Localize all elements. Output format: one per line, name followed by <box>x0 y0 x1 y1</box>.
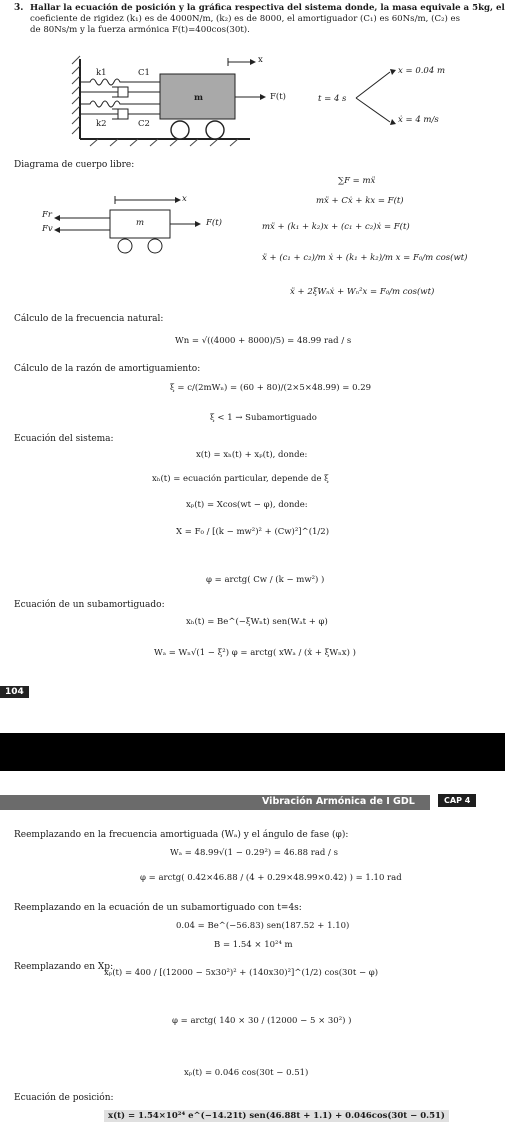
page-gap <box>0 733 505 771</box>
problem-text-line3: de 80Ns/m y la fuerza armónica F(t)=400cos(30t). <box>30 25 250 35</box>
label-time: t = 4 s <box>318 94 347 104</box>
fbd-heading: Diagrama de cuerpo libre: <box>14 160 135 170</box>
label-k2: k2 <box>96 119 107 129</box>
part2-heading3: Reemplazando en Xp: <box>14 962 114 972</box>
fbd-eq1: ∑F = mẍ <box>338 176 376 186</box>
system-eq1: x(t) = xₕ(t) + xₚ(t), donde: <box>196 450 308 460</box>
natural-frequency-eq: Wn = √((4000 + 8000)/5) = 48.99 rad / s <box>175 336 352 346</box>
damping-heading: Cálculo de la razón de amortiguamiento: <box>14 364 201 374</box>
damping-eq: ξ = c/(2mWₙ) = (60 + 80)/(2×5×48.99) = 0.29 <box>170 383 372 393</box>
system-eq-heading: Ecuación del sistema: <box>14 434 114 444</box>
part2-eq3: 0.04 = Be^(−56.83) sen(187.52 + 1.10) <box>176 921 350 931</box>
part2-eq6: φ = arctg( 140 × 30 / (12000 − 5 × 30²) ) <box>172 1016 352 1026</box>
part2-eq1: Wₐ = 48.99√(1 − 0.29²) = 46.88 rad / s <box>170 848 338 858</box>
part2-eq7: xₚ(t) = 0.046 cos(30t − 0.51) <box>184 1068 309 1078</box>
fbd-x: x <box>182 194 187 204</box>
system-eq3: xₚ(t) = Xcos(wt − φ), donde: <box>186 500 308 510</box>
part2-heading1: Reemplazando en la frecuencia amortiguada (Wₐ) y el ángulo de fase (φ): <box>14 830 349 840</box>
fbd-mass: m <box>136 218 145 228</box>
part2-eq5: xₚ(t) = 400 / [(12000 − 5x30²)² + (140x30)²]^(1/2) cos(30t − φ) <box>104 968 379 978</box>
chapter-cap: CAP 4 <box>438 794 476 807</box>
problem-text-line1: Hallar la ecuación de posición y la gráfica respectiva del sistema donde, la masa equivale a 5kg, el <box>30 3 505 13</box>
initial-condition-position: x = 0.04 m <box>398 66 446 76</box>
part2-eq4: B = 1.54 × 10²⁴ m <box>214 940 293 950</box>
fbd-eq2: mẍ + Cẋ + kx = F(t) <box>316 196 404 206</box>
part2-eq2: φ = arctg( 0.42×46.88 / (4 + 0.29×48.99×0.42) ) = 1.10 rad <box>140 873 402 883</box>
problem-number: 3. <box>14 3 24 13</box>
fbd-eq5: ẍ + 2ξWₙẋ + Wₙ²x = F₀/m cos(wt) <box>290 287 435 297</box>
part2-heading2: Reemplazando en la ecuación de un subamortiguado con t=4s: <box>14 903 302 913</box>
label-mass: m <box>194 93 203 103</box>
label-k1: k1 <box>96 68 107 78</box>
problem-text-line2: coeficiente de rigidez (k₁) es de 4000N/m, (k₂) es de 8000, el amortiguador (C₁) es 60Ns/m, (C₂) es <box>30 14 461 24</box>
label-c1: C1 <box>138 68 150 78</box>
fbd-eq4: ẍ + (c₁ + c₂)/m ẋ + (k₁ + k₂)/m x = F₀/m cos(wt) <box>262 253 468 263</box>
damping-result: ξ < 1 → Subamortiguado <box>210 413 317 423</box>
underdamped-eq2: Wₐ = Wₙ√(1 − ξ²) φ = arctg( xWₐ / (ẋ + ξWₙx) ) <box>154 648 356 658</box>
fbd-fr: Fr <box>42 210 52 220</box>
position-equation: x(t) = 1.54×10²⁴ e^(−14.21t) sen(46.88t + 1.1) + 0.046cos(30t − 0.51) <box>104 1110 449 1122</box>
fbd-eq3: mẍ + (k₁ + k₂)x + (c₁ + c₂)ẋ = F(t) <box>262 222 410 232</box>
underdamped-heading: Ecuación de un subamortiguado: <box>14 600 165 610</box>
system-eq2: xₕ(t) = ecuación particular, depende de ξ <box>152 474 329 484</box>
fbd-force: F(t) <box>206 218 222 228</box>
chapter-title: Vibración Armónica de I GDL <box>262 796 415 807</box>
underdamped-eq1: xₕ(t) = Be^(−ξWₙt) sen(Wₐt + φ) <box>186 617 328 627</box>
label-force: F(t) <box>270 92 286 102</box>
label-x: x <box>258 55 263 65</box>
system-eq4: X = F₀ / [(k − mw²)² + (Cw)²]^(1/2) <box>176 527 330 537</box>
label-c2: C2 <box>138 119 150 129</box>
fbd-fv: Fv <box>42 224 53 234</box>
initial-condition-velocity: ẋ = 4 m/s <box>398 115 439 125</box>
part2-heading4: Ecuación de posición: <box>14 1093 114 1103</box>
natural-frequency-heading: Cálculo de la frecuencia natural: <box>14 314 164 324</box>
page-number: 104 <box>0 686 29 698</box>
condition-brace <box>348 60 398 130</box>
system-eq5: φ = arctg( Cw / (k − mw²) ) <box>206 575 325 585</box>
